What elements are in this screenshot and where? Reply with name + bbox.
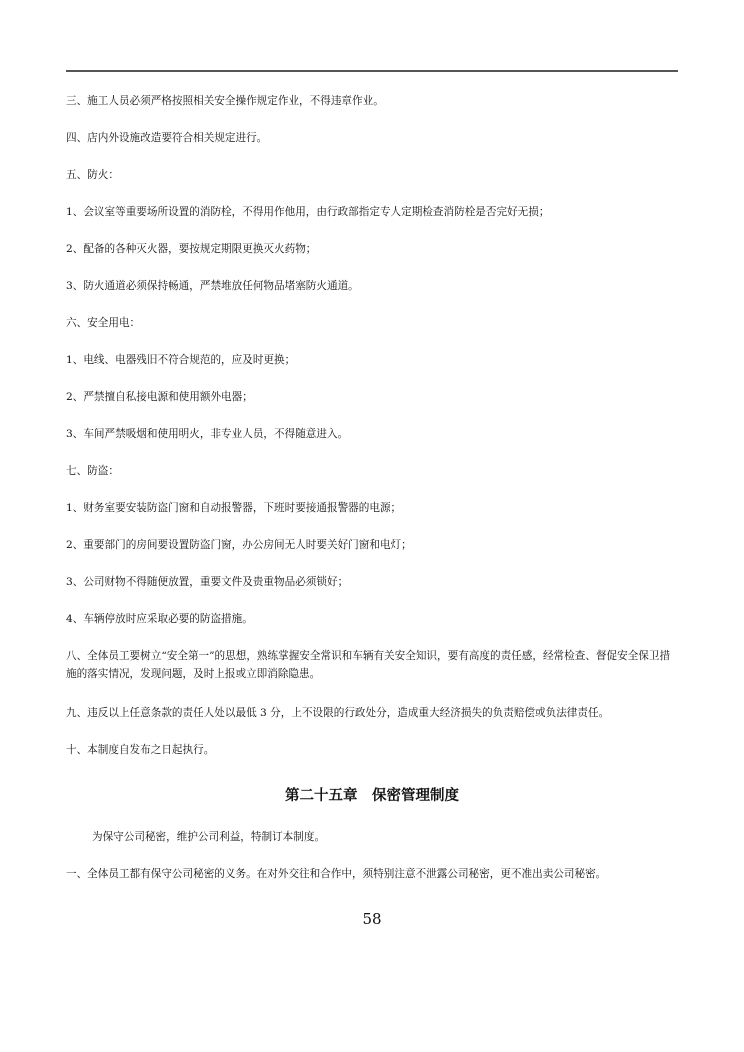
theft-item-3: 3、公司财物不得随便放置，重要文件及贵重物品必须锁好； bbox=[66, 576, 349, 588]
chapter-title: 第二十五章 保密管理制度 bbox=[285, 788, 459, 804]
electric-item-1: 1、电线、电器残旧不符合规范的，应及时更换； bbox=[66, 354, 296, 366]
clause-8: 八、全体员工要树立“安全第一”的思想，熟练掌握安全常识和车辆有关安全知识，要有高度的责任感，经常检查、督促安全保卫措施的落实情况，发现问题，及时上报或立即消除隐患。 bbox=[66, 650, 671, 680]
fire-item-2: 2、配备的各种灭火器，要按规定期限更换灭火药物； bbox=[66, 243, 317, 255]
clause-4: 四、店内外设施改造要符合相关规定进行。 bbox=[66, 132, 268, 144]
fire-item-3: 3、防火通道必须保持畅通，严禁堆放任何物品堵塞防火通道。 bbox=[66, 280, 359, 292]
electric-item-2: 2、严禁擅自私接电源和使用额外电器； bbox=[66, 391, 253, 403]
secrecy-clause-1: 一、全体员工都有保守公司秘密的义务。在对外交往和合作中，须特别注意不泄露公司秘密，更不准出卖公司秘密。 bbox=[66, 868, 607, 880]
theft-item-4: 4、车辆停放时应采取必要的防盗措施。 bbox=[66, 613, 253, 625]
header-rule bbox=[66, 70, 678, 72]
chapter-intro: 为保守公司秘密，维护公司利益，特制订本制度。 bbox=[92, 831, 326, 843]
clause-5-heading: 五、防火： bbox=[66, 169, 119, 181]
fire-item-1: 1、会议室等重要场所设置的消防栓，不得用作他用，由行政部指定专人定期检查消防栓是否完好无损； bbox=[66, 206, 550, 218]
clause-6-heading: 六、安全用电： bbox=[66, 317, 141, 329]
clause-10: 十、本制度自发布之日起执行。 bbox=[66, 744, 215, 756]
page-number: 58 bbox=[362, 910, 382, 928]
theft-item-2: 2、重要部门的房间要设置防盗门窗，办公房间无人时要关好门窗和电灯； bbox=[66, 539, 412, 551]
theft-item-1: 1、财务室要安装防盗门窗和自动报警器，下班时要接通报警器的电源； bbox=[66, 502, 402, 514]
electric-item-3: 3、车间严禁吸烟和使用明火，非专业人员，不得随意进入。 bbox=[66, 428, 349, 440]
clause-9: 九、违反以上任意条款的责任人处以最低 3 分，上不设限的行政处分，造成重大经济损失的负责赔偿或负法律责任。 bbox=[66, 707, 610, 719]
clause-3: 三、施工人员必须严格按照相关安全操作规定作业，不得违章作业。 bbox=[66, 95, 384, 107]
clause-7-heading: 七、防盗： bbox=[66, 465, 119, 477]
